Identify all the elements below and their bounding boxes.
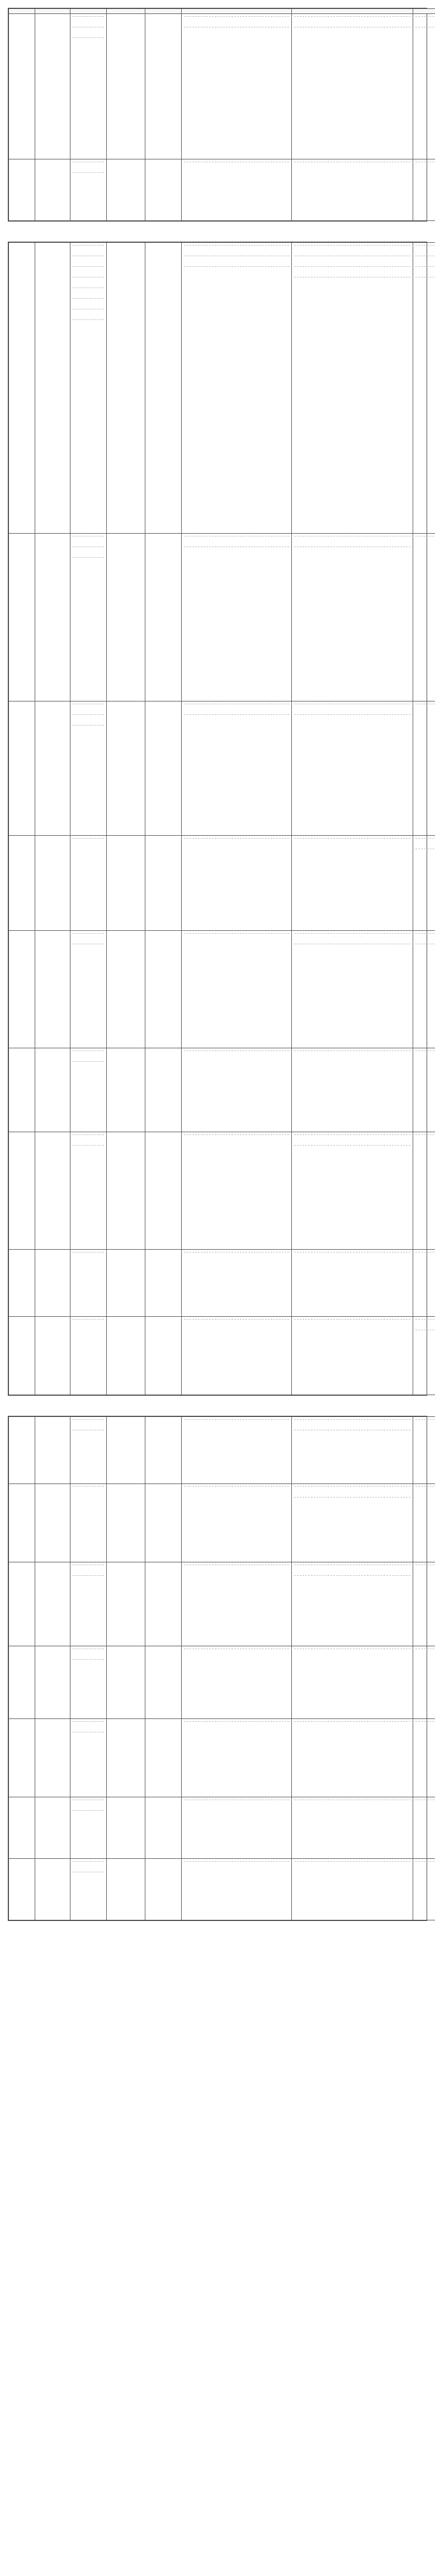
system-item: [415, 277, 435, 288]
risk-point-item: [73, 536, 104, 547]
row-level: [145, 1797, 182, 1859]
row-forms: [182, 1048, 292, 1132]
row-people: [107, 1132, 145, 1250]
row-forms: [182, 1797, 292, 1859]
row-level: [145, 1132, 182, 1250]
table-row: [9, 159, 435, 221]
risk-point-item: [73, 277, 104, 288]
row-level: [145, 1317, 182, 1395]
row-points: [70, 1859, 107, 1920]
row-measures: [292, 1859, 413, 1920]
prevention-item: [294, 1134, 410, 1145]
row-measures: [292, 1646, 413, 1719]
row-forms: [182, 1417, 292, 1484]
row-seq: [9, 159, 35, 221]
manifestation-item: [184, 838, 289, 849]
row-forms: [182, 534, 292, 701]
row-level: [145, 1048, 182, 1132]
risk-point-item: [73, 27, 104, 37]
prevention-item: [294, 714, 410, 725]
risk-point-item: [73, 1051, 104, 1061]
row-forms: [182, 1562, 292, 1646]
risk-point-item: [73, 266, 104, 277]
row-points: [70, 1132, 107, 1250]
table-sheet-2: [8, 242, 427, 1396]
row-area: [35, 701, 70, 836]
prevention-item: [294, 1145, 410, 1156]
header-system-basis: [413, 9, 435, 14]
table-row: [9, 1646, 435, 1719]
row-measures: [292, 1797, 413, 1859]
risk-point-item: [73, 245, 104, 256]
header-responsible: [107, 9, 145, 14]
row-system: [413, 1484, 435, 1562]
row-people: [107, 836, 145, 931]
row-area: [35, 243, 70, 534]
row-forms: [182, 1484, 292, 1562]
row-points: [70, 1250, 107, 1317]
system-item: [415, 1252, 435, 1263]
table-header-row: [9, 9, 435, 14]
header-risk-point: [70, 9, 107, 14]
manifestation-item: [184, 1800, 289, 1810]
table-sheet-1: [8, 8, 427, 222]
system-item: [415, 1649, 435, 1659]
row-seq: [9, 1132, 35, 1250]
table-row: [9, 534, 435, 701]
prevention-item: [294, 1430, 410, 1440]
row-people: [107, 1859, 145, 1920]
risk-point-item: [73, 309, 104, 319]
row-people: [107, 1250, 145, 1317]
row-seq: [9, 1317, 35, 1395]
risk-point-item: [73, 1810, 104, 1821]
risk-point-item: [73, 1145, 104, 1156]
system-item: [415, 266, 435, 277]
row-forms: [182, 243, 292, 534]
manifestation-item: [184, 536, 289, 547]
row-forms: [182, 1719, 292, 1797]
system-item: [415, 536, 435, 547]
risk-point-item: [73, 319, 104, 330]
risk-point-item: [73, 1721, 104, 1732]
system-item: [415, 849, 435, 859]
row-area: [35, 1250, 70, 1317]
risk-point-item: [73, 1419, 104, 1430]
row-people: [107, 1484, 145, 1562]
row-forms: [182, 14, 292, 159]
row-seq: [9, 1484, 35, 1562]
row-level: [145, 1250, 182, 1317]
row-points: [70, 159, 107, 221]
row-area: [35, 1417, 70, 1484]
row-seq: [9, 1250, 35, 1317]
row-system: [413, 1250, 435, 1317]
risk-table-2: [8, 242, 435, 1395]
row-points: [70, 1048, 107, 1132]
manifestation-item: [184, 1565, 289, 1575]
row-people: [107, 1719, 145, 1797]
row-seq: [9, 1562, 35, 1646]
risk-point-item: [73, 1800, 104, 1810]
row-system: [413, 243, 435, 534]
system-item: [415, 1330, 435, 1340]
row-area: [35, 1859, 70, 1920]
manifestation-item: [184, 1051, 289, 1061]
table-row: [9, 1562, 435, 1646]
row-forms: [182, 701, 292, 836]
risk-point-item: [73, 547, 104, 557]
table-row: [9, 1132, 435, 1250]
row-system: [413, 1132, 435, 1250]
prevention-item: [294, 256, 410, 266]
prevention-item: [294, 1486, 410, 1497]
manifestation-item: [184, 245, 289, 256]
row-area: [35, 836, 70, 931]
row-system: [413, 1797, 435, 1859]
row-system: [413, 1562, 435, 1646]
row-points: [70, 1484, 107, 1562]
manifestation-item: [184, 266, 289, 277]
manifestation-item: [184, 16, 289, 27]
row-seq: [9, 534, 35, 701]
header-prevention: [292, 9, 413, 14]
prevention-item: [294, 704, 410, 714]
risk-point-item: [73, 1134, 104, 1145]
risk-point-item: [73, 1649, 104, 1659]
risk-point-item: [73, 725, 104, 736]
prevention-item: [294, 1565, 410, 1575]
prevention-item: [294, 1051, 410, 1061]
row-measures: [292, 1317, 413, 1395]
row-people: [107, 1797, 145, 1859]
risk-point-item: [73, 1861, 104, 1872]
row-measures: [292, 243, 413, 534]
row-system: [413, 1719, 435, 1797]
row-system: [413, 701, 435, 836]
risk-point-item: [73, 288, 104, 298]
row-points: [70, 1417, 107, 1484]
risk-point-item: [73, 1659, 104, 1670]
manifestation-item: [184, 547, 289, 557]
system-item: [415, 1319, 435, 1330]
prevention-item: [294, 1649, 410, 1659]
row-points: [70, 534, 107, 701]
system-item: [415, 162, 435, 172]
row-seq: [9, 14, 35, 159]
row-area: [35, 159, 70, 221]
prevention-item: [294, 1575, 410, 1586]
row-seq: [9, 1048, 35, 1132]
system-item: [415, 944, 435, 954]
risk-point-item: [73, 1061, 104, 1072]
prevention-item: [294, 547, 410, 557]
table-row: [9, 1797, 435, 1859]
header-seq: [9, 9, 35, 14]
row-forms: [182, 1132, 292, 1250]
system-item: [415, 27, 435, 37]
system-item: [415, 1861, 435, 1872]
prevention-item: [294, 1497, 410, 1508]
system-item: [415, 16, 435, 27]
system-item: [415, 1565, 435, 1575]
header-risk-level: [145, 9, 182, 14]
row-points: [70, 1317, 107, 1395]
system-item: [415, 704, 435, 714]
table-row: [9, 1484, 435, 1562]
manifestation-item: [184, 704, 289, 714]
row-people: [107, 1417, 145, 1484]
risk-point-item: [73, 1575, 104, 1586]
row-system: [413, 1859, 435, 1920]
row-forms: [182, 1859, 292, 1920]
row-seq: [9, 931, 35, 1048]
table-row: [9, 1417, 435, 1484]
manifestation-item: [184, 162, 289, 172]
row-measures: [292, 1132, 413, 1250]
row-points: [70, 1719, 107, 1797]
row-level: [145, 701, 182, 836]
manifestation-item: [184, 256, 289, 266]
risk-point-item: [73, 172, 104, 183]
row-forms: [182, 931, 292, 1048]
prevention-item: [294, 266, 410, 277]
row-level: [145, 931, 182, 1048]
row-measures: [292, 836, 413, 931]
row-points: [70, 14, 107, 159]
risk-point-item: [73, 37, 104, 48]
row-area: [35, 1719, 70, 1797]
row-level: [145, 1859, 182, 1920]
row-level: [145, 159, 182, 221]
row-measures: [292, 1562, 413, 1646]
manifestation-item: [184, 1861, 289, 1872]
row-people: [107, 534, 145, 701]
prevention-item: [294, 1800, 410, 1810]
table-row: [9, 14, 435, 159]
prevention-item: [294, 1721, 410, 1732]
risk-point-item: [73, 1319, 104, 1330]
table-row: [9, 1719, 435, 1797]
prevention-item: [294, 277, 410, 288]
row-system: [413, 14, 435, 159]
risk-point-item: [73, 714, 104, 725]
row-people: [107, 1048, 145, 1132]
row-seq: [9, 701, 35, 836]
row-area: [35, 534, 70, 701]
row-people: [107, 1317, 145, 1395]
row-measures: [292, 159, 413, 221]
row-measures: [292, 1719, 413, 1797]
risk-point-item: [73, 944, 104, 954]
risk-point-item: [73, 256, 104, 266]
risk-point-item: [73, 1872, 104, 1882]
table-row: [9, 931, 435, 1048]
table-row: [9, 836, 435, 931]
row-seq: [9, 1859, 35, 1920]
risk-point-item: [73, 1252, 104, 1263]
risk-point-item: [73, 1430, 104, 1440]
row-points: [70, 931, 107, 1048]
table-row: [9, 701, 435, 836]
row-system: [413, 1417, 435, 1484]
row-forms: [182, 1317, 292, 1395]
row-people: [107, 159, 145, 221]
row-level: [145, 836, 182, 931]
row-seq: [9, 243, 35, 534]
prevention-item: [294, 1319, 410, 1330]
row-measures: [292, 14, 413, 159]
prevention-item: [294, 1861, 410, 1872]
row-level: [145, 1646, 182, 1719]
risk-point-item: [73, 162, 104, 172]
system-item: [415, 245, 435, 256]
row-forms: [182, 836, 292, 931]
manifestation-item: [184, 1252, 289, 1263]
row-measures: [292, 1484, 413, 1562]
manifestation-item: [184, 1649, 289, 1659]
row-area: [35, 1317, 70, 1395]
prevention-item: [294, 944, 410, 954]
risk-point-item: [73, 16, 104, 27]
prevention-item: [294, 1252, 410, 1263]
header-manifestation: [182, 9, 292, 14]
row-people: [107, 931, 145, 1048]
risk-point-item: [73, 704, 104, 714]
row-seq: [9, 1719, 35, 1797]
manifestation-item: [184, 1419, 289, 1430]
manifestation-item: [184, 1134, 289, 1145]
row-measures: [292, 1250, 413, 1317]
row-area: [35, 931, 70, 1048]
row-forms: [182, 1250, 292, 1317]
risk-point-item: [73, 933, 104, 944]
manifestation-item: [184, 27, 289, 37]
table-row: [9, 243, 435, 534]
risk-point-item: [73, 1486, 104, 1497]
row-points: [70, 1562, 107, 1646]
system-item: [415, 1051, 435, 1061]
row-level: [145, 1562, 182, 1646]
table-sheet-3: [8, 1416, 427, 1921]
row-measures: [292, 534, 413, 701]
system-item: [415, 838, 435, 849]
row-area: [35, 1132, 70, 1250]
table-row: [9, 1250, 435, 1317]
prevention-item: [294, 16, 410, 27]
row-measures: [292, 1048, 413, 1132]
row-measures: [292, 701, 413, 836]
system-item: [415, 1419, 435, 1430]
row-level: [145, 14, 182, 159]
row-area: [35, 14, 70, 159]
system-item: [415, 1486, 435, 1497]
system-item: [415, 1800, 435, 1810]
row-measures: [292, 931, 413, 1048]
manifestation-item: [184, 1721, 289, 1732]
row-people: [107, 1562, 145, 1646]
row-level: [145, 534, 182, 701]
risk-point-item: [73, 1565, 104, 1575]
row-measures: [292, 1417, 413, 1484]
row-level: [145, 1417, 182, 1484]
row-people: [107, 1646, 145, 1719]
table-row: [9, 1048, 435, 1132]
row-area: [35, 1646, 70, 1719]
row-area: [35, 1484, 70, 1562]
prevention-item: [294, 245, 410, 256]
row-people: [107, 14, 145, 159]
row-seq: [9, 1646, 35, 1719]
prevention-item: [294, 838, 410, 849]
manifestation-item: [184, 714, 289, 725]
row-points: [70, 836, 107, 931]
row-system: [413, 534, 435, 701]
risk-point-item: [73, 557, 104, 568]
manifestation-item: [184, 1319, 289, 1330]
row-seq: [9, 836, 35, 931]
system-item: [415, 1721, 435, 1732]
table-row: [9, 1317, 435, 1395]
risk-point-item: [73, 298, 104, 309]
row-points: [70, 701, 107, 836]
manifestation-item: [184, 1486, 289, 1497]
risk-point-item: [73, 1732, 104, 1743]
document-page: [8, 8, 427, 1921]
prevention-item: [294, 1419, 410, 1430]
risk-table-1: [8, 8, 435, 221]
row-people: [107, 243, 145, 534]
header-risk-area: [35, 9, 70, 14]
row-area: [35, 1797, 70, 1859]
system-item: [415, 1134, 435, 1145]
row-seq: [9, 1797, 35, 1859]
risk-table-3: [8, 1416, 435, 1920]
prevention-item: [294, 27, 410, 37]
row-forms: [182, 159, 292, 221]
risk-point-item: [73, 838, 104, 849]
row-system: [413, 1048, 435, 1132]
row-forms: [182, 1646, 292, 1719]
row-points: [70, 1797, 107, 1859]
prevention-item: [294, 933, 410, 944]
table-row: [9, 1859, 435, 1920]
row-level: [145, 1719, 182, 1797]
row-points: [70, 1646, 107, 1719]
row-seq: [9, 1417, 35, 1484]
prevention-item: [294, 162, 410, 172]
row-system: [413, 1317, 435, 1395]
row-system: [413, 159, 435, 221]
system-item: [415, 256, 435, 266]
row-level: [145, 1484, 182, 1562]
row-points: [70, 243, 107, 534]
manifestation-item: [184, 933, 289, 944]
row-system: [413, 1646, 435, 1719]
row-level: [145, 243, 182, 534]
row-area: [35, 1562, 70, 1646]
system-item: [415, 933, 435, 944]
prevention-item: [294, 536, 410, 547]
row-system: [413, 836, 435, 931]
row-people: [107, 701, 145, 836]
row-area: [35, 1048, 70, 1132]
row-system: [413, 931, 435, 1048]
